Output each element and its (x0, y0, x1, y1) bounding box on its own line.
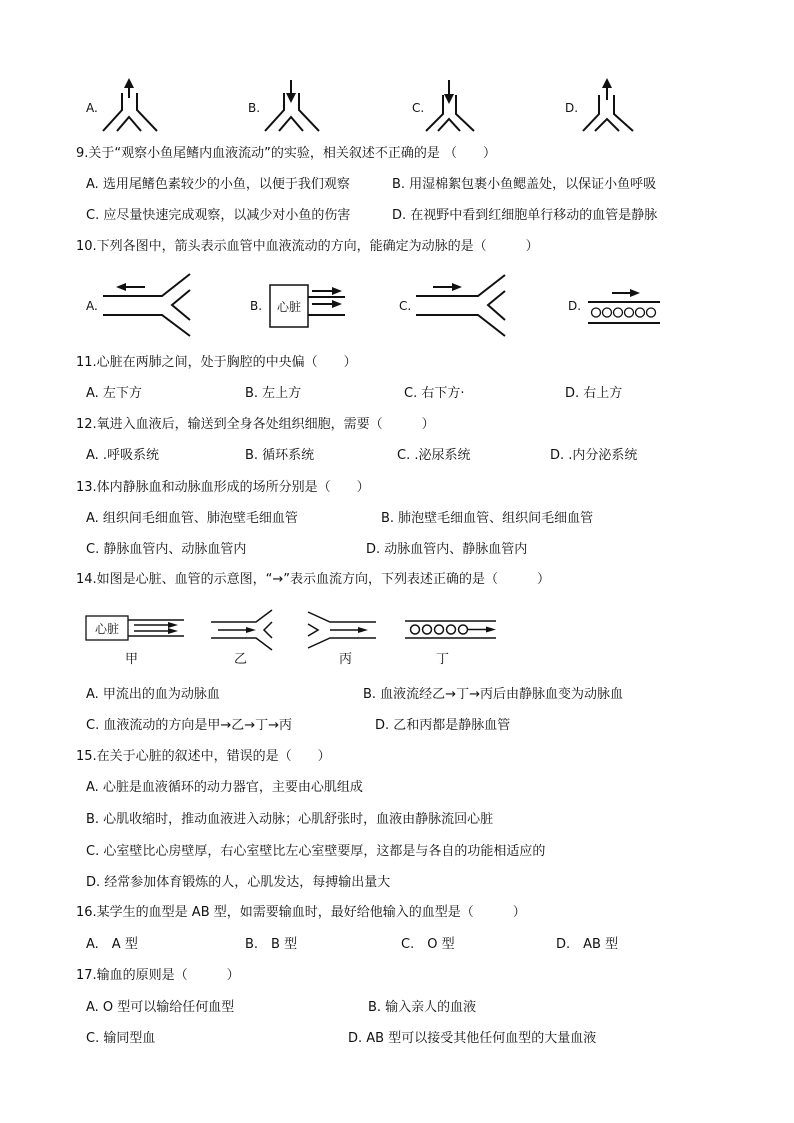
q14-option-b[interactable]: B. 血液流经乙→丁→丙后由静脉血变为动脉血 (363, 687, 623, 702)
q9-stem: 9.关于“观察小鱼尾鳍内血液流动”的实验，相关叙述不正确的是 （ ） (76, 146, 497, 161)
q14-caption-yi: 乙 (234, 652, 248, 667)
q12-option-b[interactable]: B. 循环系统 (245, 448, 315, 463)
q10-heart-label: 心脏 (276, 300, 302, 314)
q16-stem: 16.某学生的血型是 AB 型，如需要输血时，最好给他输入的血型是（ ） (76, 905, 526, 920)
q17-option-c[interactable]: C. 输同型血 (86, 1031, 156, 1046)
q16-option-c[interactable]: C. O 型 (401, 937, 455, 952)
q16-option-a[interactable]: A. A 型 (86, 937, 138, 952)
q13-option-a[interactable]: A. 组织间毛细血管、肺泡壁毛细血管 (86, 511, 298, 526)
q10-option-c-label[interactable]: C. (399, 299, 412, 313)
q9-option-d[interactable]: D. 在视野中看到红细胞单行移动的血管是静脉 (392, 208, 658, 223)
q15-option-b[interactable]: B. 心肌收缩时，推动血液进入动脉；心肌舒张时，血液由静脉流回心脏 (86, 812, 494, 827)
q12-option-d[interactable]: D. .内分泌系统 (550, 448, 638, 463)
q12-option-a[interactable]: A. .呼吸系统 (86, 448, 160, 463)
q8-option-b-label: B. (248, 101, 261, 115)
q9-option-c[interactable]: C. 应尽量快速完成观察，以减少对小鱼的伤害 (86, 208, 351, 223)
q14-option-d[interactable]: D. 乙和丙都是静脉血管 (375, 718, 511, 733)
q12-option-c[interactable]: C. .泌尿系统 (397, 448, 471, 463)
q17-option-d[interactable]: D. AB 型可以接受其他任何血型的大量血液 (348, 1031, 597, 1046)
q8-option-a-label: A. (86, 101, 98, 115)
q15-option-c[interactable]: C. 心室壁比心房壁厚，右心室壁比左心室壁要厚，这都是与各自的功能相适应的 (86, 844, 546, 859)
q15-stem: 15.在关于心脏的叙述中，错误的是（ ） (76, 749, 331, 764)
q11-option-c[interactable]: C. 右下方· (404, 386, 465, 401)
q16-option-b[interactable]: B. B 型 (245, 937, 298, 952)
q11-option-b[interactable]: B. 左上方 (245, 386, 302, 401)
q15-option-d[interactable]: D. 经常参加体育锻炼的人，心肌发达，每搏输出量大 (86, 875, 391, 890)
q14-caption-bing: 丙 (339, 652, 353, 667)
q17-stem: 17.输血的原则是（ ） (76, 968, 240, 983)
q8-option-d-label: D. (565, 101, 579, 115)
q10-option-d-label[interactable]: D. (568, 299, 582, 313)
q17-option-b[interactable]: B. 输入亲人的血液 (368, 1000, 477, 1015)
q11-option-d[interactable]: D. 右上方 (565, 386, 623, 401)
q13-option-c[interactable]: C. 静脉血管内、动脉血管内 (86, 542, 247, 557)
q9-option-a[interactable]: A. 选用尾鳍色素较少的小鱼，以便于我们观察 (86, 177, 350, 192)
q14-caption-ding: 丁 (436, 652, 450, 667)
q13-stem: 13.体内静脉血和动脉血形成的场所分别是（ ） (76, 480, 370, 495)
q10-stem: 10.下列各图中，箭头表示血管中血液流动的方向，能确定为动脉的是（ ） (76, 239, 539, 254)
q14-option-c[interactable]: C. 血液流动的方向是甲→乙→丁→丙 (86, 718, 293, 733)
q14-heart-label: 心脏 (94, 622, 120, 636)
q11-stem: 11.心脏在两肺之间，处于胸腔的中央偏（ ） (76, 355, 357, 370)
q16-option-d[interactable]: D. AB 型 (556, 937, 619, 952)
q13-option-b[interactable]: B. 肺泡壁毛细血管、组织间毛细血管 (381, 511, 594, 526)
q14-option-a[interactable]: A. 甲流出的血为动脉血 (86, 687, 220, 702)
q13-option-d[interactable]: D. 动脉血管内、静脉血管内 (366, 542, 528, 557)
q10-option-b-label[interactable]: B. (250, 299, 263, 313)
q9-option-b[interactable]: B. 用湿棉絮包裹小鱼鳃盖处，以保证小鱼呼吸 (392, 177, 657, 192)
q14-caption-jia: 甲 (125, 652, 139, 667)
q15-option-a[interactable]: A. 心脏是血液循环的动力器官，主要由心肌组成 (86, 780, 363, 795)
q17-option-a[interactable]: A. O 型可以输给任何血型 (86, 1000, 235, 1015)
q14-stem: 14.如图是心脏、血管的示意图，“→”表示血流方向，下列表述正确的是（ ） (76, 572, 551, 587)
q11-option-a[interactable]: A. 左下方 (86, 386, 142, 401)
q12-stem: 12.氧进入血液后，输送到全身各处组织细胞，需要（ ） (76, 417, 435, 432)
q8-option-c-label: C. (412, 101, 425, 115)
q10-option-a-label[interactable]: A. (86, 299, 98, 313)
